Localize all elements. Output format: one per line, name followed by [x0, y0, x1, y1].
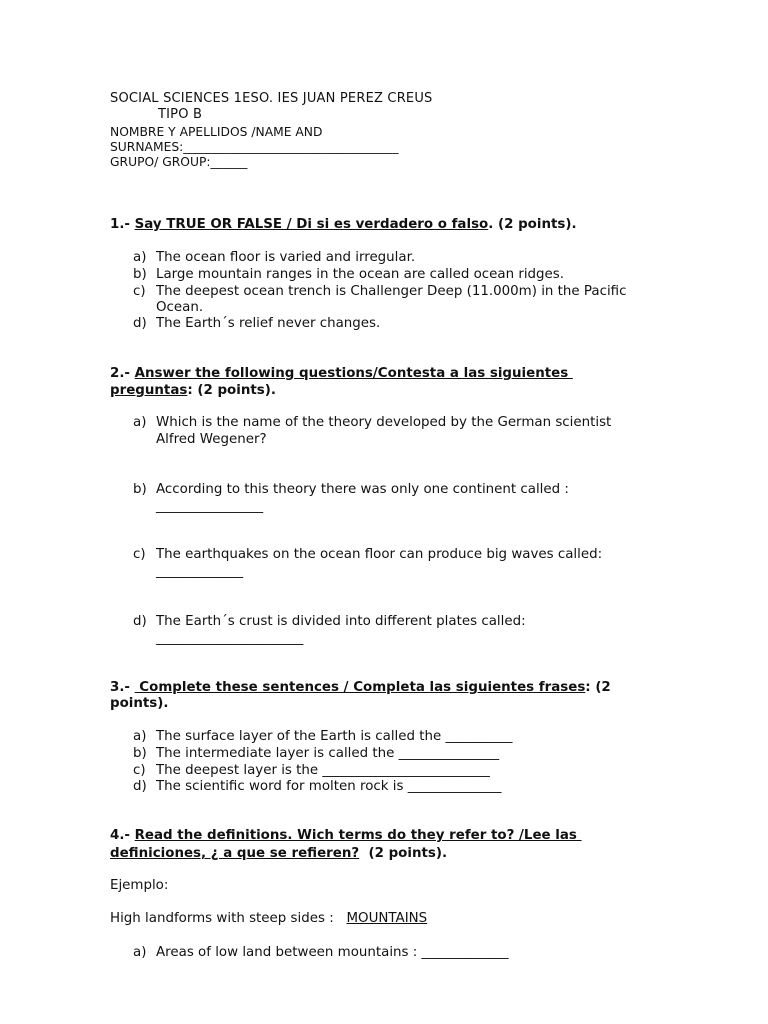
list-item: The deepest layer is the _________________________ [156, 763, 490, 778]
list-item: The Earth´s relief never changes. [156, 316, 381, 331]
question-title: Answer the following questions/Contesta a las siguientes [134, 366, 573, 381]
example-answer: MOUNTAINS [346, 911, 428, 926]
list-marker: b) [133, 482, 147, 497]
list-item: The scientific word for molten rock is ______________ [156, 779, 502, 794]
list-marker: b) [133, 267, 147, 282]
answer-blank: _____________ [156, 564, 244, 579]
question-number: 3.- [110, 680, 135, 695]
answer-blank: ______________________ [156, 631, 304, 646]
question-points: . (2 points). [488, 217, 577, 232]
list-marker: a) [133, 729, 147, 744]
list-item: Large mountain ranges in the ocean are called ocean ridges. [156, 267, 565, 282]
list-marker: d) [133, 779, 147, 794]
example-line [110, 911, 427, 926]
question-points: (2 points). [359, 846, 448, 861]
question-4-heading-continued [110, 846, 447, 861]
question-title-continued: definiciones, ¿ a que se refieren? [110, 846, 360, 861]
list-item: The surface layer of the Earth is called the __________ [156, 729, 513, 744]
question-points: : (2 [585, 680, 611, 695]
answer-blank: ________________ [156, 499, 264, 514]
question-number: 1.- [110, 217, 135, 232]
question-1-heading [110, 217, 577, 232]
question-points: : (2 points). [187, 383, 276, 398]
list-item: The intermediate layer is called the _______________ [156, 746, 500, 761]
list-item-continued: Ocean. [156, 300, 204, 315]
name-label: NOMBRE Y APELLIDOS /NAME AND [110, 125, 323, 139]
list-item: According to this theory there was only one continent called : [156, 482, 569, 497]
list-item: Which is the name of the theory developed by the German scientist [156, 415, 612, 430]
example-label: Ejemplo: [110, 878, 169, 893]
group-line: GRUPO/ GROUP:______ [110, 155, 248, 169]
question-4-heading [110, 828, 582, 843]
list-item: The earthquakes on the ocean floor can produce big waves called: [156, 547, 603, 562]
question-2-heading [110, 366, 573, 381]
list-marker: d) [133, 614, 147, 629]
question-title: Complete these sentences / Completa las siguientes frases [134, 680, 586, 695]
exam-type: TIPO B [158, 107, 203, 122]
question-number: 4.- [110, 828, 135, 843]
question-points-continued: points). [110, 696, 169, 711]
question-3-heading [110, 680, 611, 695]
list-item: Areas of low land between mountains : _____________ [156, 945, 509, 960]
list-marker: c) [133, 763, 146, 778]
list-marker: a) [133, 250, 147, 265]
list-item: The Earth´s crust is divided into different plates called: [156, 614, 526, 629]
list-item: The deepest ocean trench is Challenger Deep (11.000m) in the Pacific [156, 284, 627, 299]
list-marker: d) [133, 316, 147, 331]
exam-title: SOCIAL SCIENCES 1ESO. IES JUAN PEREZ CREUS [110, 91, 433, 106]
question-title: Say TRUE OR FALSE / Di si es verdadero o falso [134, 217, 489, 232]
question-title-continued: preguntas [110, 383, 188, 398]
question-number: 2.- [110, 366, 135, 381]
list-item: The ocean floor is varied and irregular. [156, 250, 416, 265]
example-definition: High landforms with steep sides : [110, 911, 347, 926]
list-marker: c) [133, 547, 146, 562]
list-marker: b) [133, 746, 147, 761]
question-title: Read the definitions. Wich terms do they refer to? /Lee las [134, 828, 582, 843]
list-marker: a) [133, 415, 147, 430]
list-item-continued: Alfred Wegener? [156, 432, 267, 447]
list-marker: c) [133, 284, 146, 299]
question-2-heading-continued [110, 383, 276, 398]
list-marker: a) [133, 945, 147, 960]
surname-line: SURNAMES:___________________________________ [110, 140, 399, 154]
